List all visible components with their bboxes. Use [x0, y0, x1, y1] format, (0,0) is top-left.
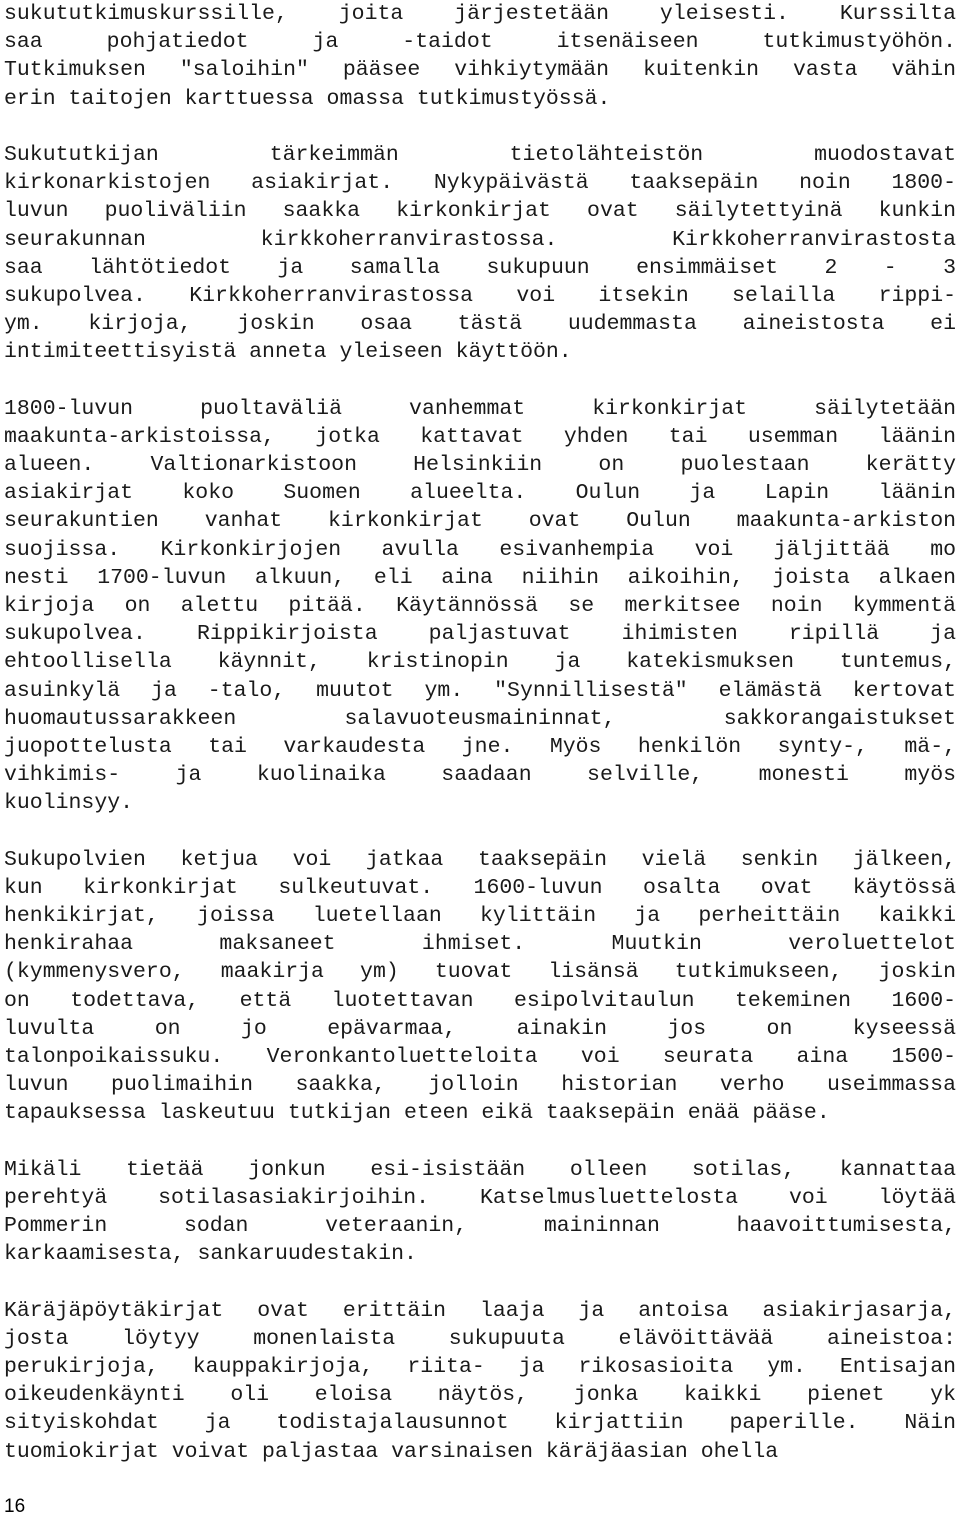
- text-line: sityiskohdat ja todistajalausunnot kirjattiin paperille. Näin: [4, 1411, 956, 1436]
- text-line: Sukututkijan tärkeimmän tietolähteistön muodostavat: [4, 142, 956, 167]
- text-line: juopottelusta tai varkaudesta jne. Myös henkilön synty-, mä-,: [4, 734, 956, 759]
- paragraph-court-records: [4, 1297, 956, 1466]
- text-line: luvun puolimaihin saakka, jolloin historian verho useimmassa: [4, 1073, 956, 1098]
- text-line: sukupolvea. Rippikirjoista paljastuvat ihimisten ripillä ja: [4, 622, 956, 647]
- document-page: [4, 0, 956, 1466]
- text-line: kuolinsyy.: [4, 791, 134, 816]
- paragraph-provincial-archives: [4, 395, 956, 818]
- page-number: 16: [4, 1496, 26, 1517]
- text-line: karkaamisesta, sankaruudestakin.: [4, 1242, 417, 1267]
- text-line: (kymmenysvero, maakirja ym) tuovat lisänsä tutkimukseen, joskin: [4, 960, 956, 985]
- text-line: sukupolvea. Kirkkoherranvirastossa voi itsekin selailla rippi-: [4, 283, 956, 308]
- paragraph-church-archives: [4, 141, 956, 367]
- text-line: luvulta on jo epävarmaa, ainakin jos on kyseessä: [4, 1016, 956, 1041]
- text-line: asuinkylä ja -talo, muutot ym. "Synnillisestä" elämästä kertovat: [4, 678, 956, 703]
- text-line: perehtyä sotilasasiakirjoihin. Katselmusluettelosta voi löytää: [4, 1185, 956, 1210]
- paragraph-tax-records: [4, 846, 956, 1128]
- text-line: intimiteettisyistä anneta yleiseen käyttöön.: [4, 340, 572, 365]
- text-line: saa pohjatiedot ja -taidot itsenäiseen tutkimustyöhön.: [4, 30, 956, 55]
- text-line: sukututkimuskurssille, joita järjestetään yleisesti. Kurssilta: [4, 2, 956, 26]
- paragraph-courses: [4, 0, 956, 113]
- text-line: Pommerin sodan veteraanin, maininnan haavoittumisesta,: [4, 1214, 956, 1239]
- text-line: josta löytyy monenlaista sukupuuta elävöittävää aineistoa:: [4, 1326, 956, 1351]
- text-line: henkirahaa maksaneet ihmiset. Muutkin veroluettelot: [4, 932, 956, 957]
- text-line: Sukupolvien ketjua voi jatkaa taaksepäin vielä senkin jälkeen,: [4, 847, 956, 872]
- text-line: Mikäli tietää jonkun esi-isistään olleen sotilas, kannattaa: [4, 1157, 956, 1182]
- text-line: ehtoollisella käynnit, kristinopin ja katekismuksen tuntemus,: [4, 650, 956, 675]
- text-line: tuomiokirjat voivat paljastaa varsinaisen käräjäasian ohella: [4, 1439, 779, 1464]
- text-line: kirkonarkistojen asiakirjat. Nykypäivästä taaksepäin noin 1800-: [4, 171, 956, 196]
- paragraph-military-records: [4, 1156, 956, 1269]
- text-line: erin taitojen karttuessa omassa tutkimustyössä.: [4, 86, 611, 111]
- text-line: kirjoja on alettu pitää. Käytännössä se merkitsee noin kymmentä: [4, 593, 956, 618]
- text-line: henkikirjat, joissa luetellaan kylittäin ja perheittäin kaikki: [4, 904, 956, 928]
- text-line: maakunta-arkistoissa, jotka kattavat yhden tai usemman läänin: [4, 424, 956, 449]
- text-line: 1800-luvun puoltaväliä vanhemmat kirkonkirjat säilytetään: [4, 396, 956, 421]
- text-line: seurakuntien vanhat kirkonkirjat ovat Oulun maakunta-arkiston: [4, 509, 956, 534]
- text-line: Käräjäpöytäkirjat ovat erittäin laaja ja antoisa asiakirjasarja,: [4, 1298, 956, 1323]
- text-line: alueen. Valtionarkistoon Helsinkiin on puolestaan kerätty: [4, 453, 956, 477]
- text-line: asiakirjat koko Suomen alueelta. Oulun ja Lapin läänin: [4, 481, 956, 506]
- text-line: huomautussarakkeen salavuoteusmaininnat, sakkorangaistukset: [4, 706, 956, 731]
- text-line: saa lähtötiedot ja samalla sukupuun ensimmäiset 2 - 3: [4, 255, 956, 280]
- text-line: tapauksessa laskeutuu tutkijan eteen eikä taaksepäin enää pääse.: [4, 1101, 830, 1126]
- text-line: kun kirkonkirjat sulkeutuvat. 1600-luvun osalta ovat käytössä: [4, 875, 956, 900]
- text-line: oikeudenkäynti oli eloisa näytös, jonka kaikki pienet yk: [4, 1383, 956, 1408]
- text-line: suojissa. Kirkonkirjojen avulla esivanhempia voi jäljittää mo: [4, 537, 956, 562]
- text-line: talonpoikaissuku. Veronkantoluetteloita voi seurata aina 1500-: [4, 1044, 956, 1069]
- text-line: nesti 1700-luvun alkuun, eli aina niihin aikoihin, joista alkaen: [4, 565, 956, 590]
- text-line: luvun puoliväliin saakka kirkonkirjat ovat säilytettyinä kunkin: [4, 199, 956, 224]
- text-line: seurakunnan kirkkoherranvirastossa. Kirkkoherranvirastosta: [4, 227, 956, 252]
- text-line: Tutkimuksen "saloihin" pääsee vihkiytymään kuitenkin vasta vähin: [4, 58, 956, 83]
- text-line: vihkimis- ja kuolinaika saadaan selville, monesti myös: [4, 763, 956, 788]
- text-line: on todettava, että luotettavan esipolvitaulun tekeminen 1600-: [4, 988, 956, 1013]
- text-line: perukirjoja, kauppakirjoja, riita- ja rikosasioita ym. Entisajan: [4, 1355, 956, 1379]
- text-line: ym. kirjoja, joskin osaa tästä uudemmasta aineistosta ei: [4, 312, 956, 337]
